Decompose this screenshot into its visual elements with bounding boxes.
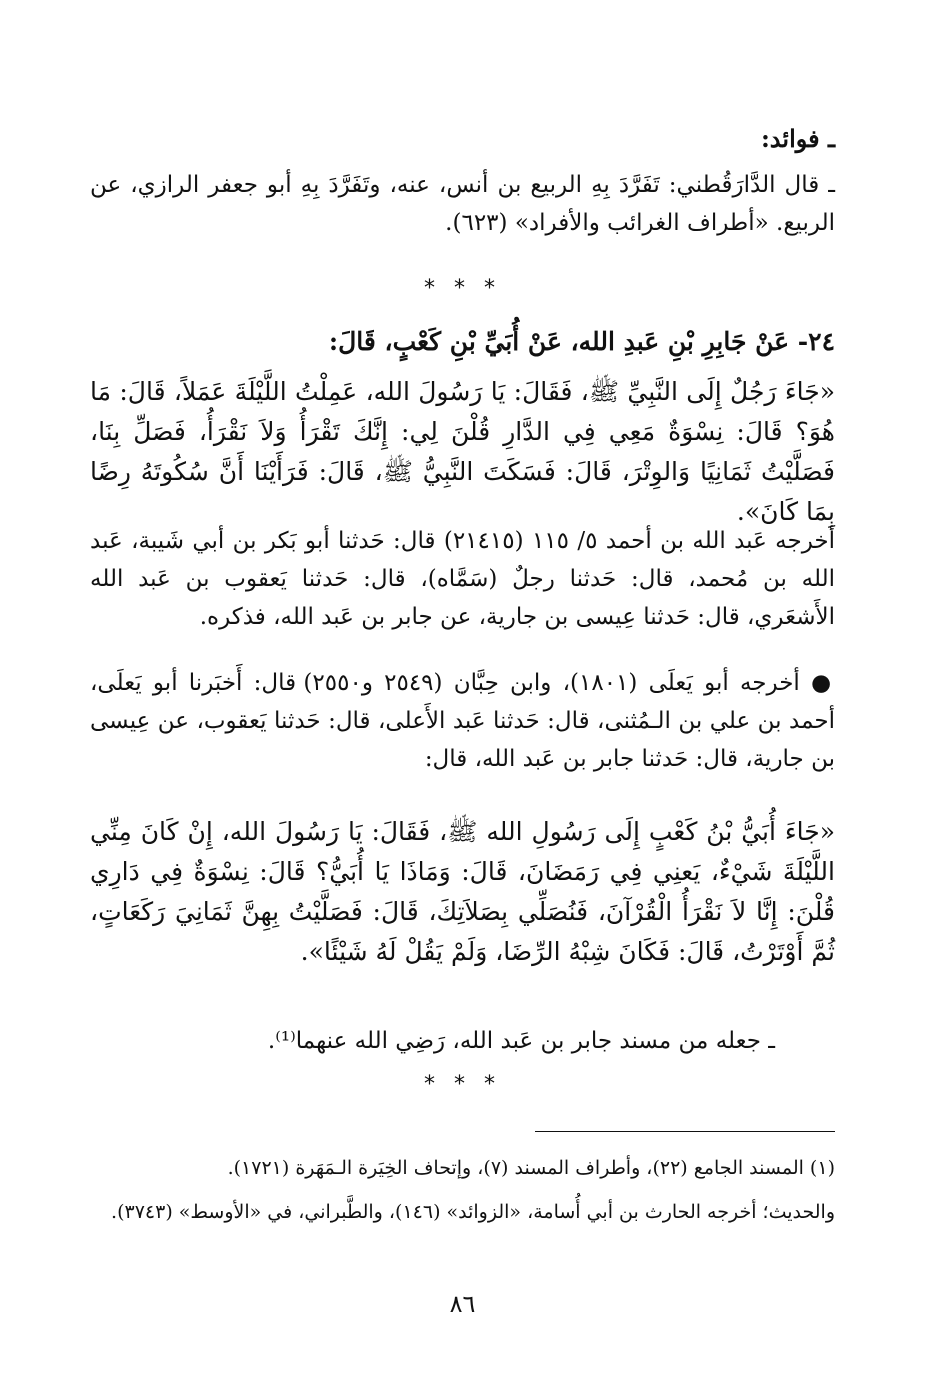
footnote-1-line-1: (١) المسند الجامع (٢٢)، وأطراف المسند (٧)، وإتحاف الخِيَرة الـمَهَرة (١٧٢١). xyxy=(227,1157,835,1179)
fawaid-paragraph: ـ قال الدَّارَقُطني: تَفَرَّدَ بِهِ الربيع بن أنس، عنه، وتَفَرَّدَ بِهِ أبو جعفر الرازي، عن الربيع. «أطراف الغرائب والأفراد» (٦٢٣). xyxy=(90,172,835,236)
hadith-text-2: «جَاءَ أُبَيُّ بْنُ كَعْبٍ إِلَى رَسُولِ الله ﷺ، فَقَالَ: يَا رَسُولَ الله، إِنْ كَانَ مِنِّي اللَّيْلَةَ شَيْءٌ، يَعنِي فِي رَمَضَانَ، قَالَ: وَمَاذَا يَا أُبَيُّ؟ قَالَ: نِسْوَةٌ فِي دَارِي قُلْنَ: إِنَّا لاَ نَقْرَأُ الْقُرْآنَ، فَنُصَلِّي بِصَلاَتِكَ، قَالَ: فَصَلَّيْتُ بِهِنَّ ثَمَانِيَ رَكَعَاتٍ، ثُمَّ أَوْتَرْتُ، قَالَ: فَكَانَ شِبْهُ الرِّضَا، وَلَمْ يَقُلْ لَهُ شَيْئًا». xyxy=(90,817,835,966)
footnote-rule xyxy=(535,1131,835,1132)
section-separator-2: * * * xyxy=(424,1072,501,1097)
hadith-number-header: ٢٤- عَنْ جَابِرِ بْنِ عَبدِ الله، عَنْ أُبَيِّ بْنِ كَعْبٍ، قَالَ: xyxy=(328,327,835,356)
takhrij-paragraph-1: أخرجه عَبد الله بن أحمد ٥/ ١١٥ (٢١٤١٥) قال: حَدثنا أبو بَكر بن أبي شَيبة، عَبد الله بن مُحمد، قال: حَدثنا رجلٌ (سَمَّاه)، قال: حَدثنا يَعقوب بن عَبد الله الأَشعَري، قال: حَدثنا عِيسى بن جارية، عن جابر بن عَبد الله، فذكره. xyxy=(90,528,836,630)
takhrij-paragraph-2: ● أخرجه أبو يَعلَى (١٨٠١)، وابن حِبَّان (٢٥٤٩ و٢٥٥٠) قال: أَخبَرنا أبو يَعلَى، أحمد بن علي بن الـمُثنى، قال: حَدثنا عَبد الأَعلى، قال: حَدثنا يَعقوب، عن عِيسى بن جارية، قال: حَدثنا جابر بن عَبد الله، قال: xyxy=(90,670,835,772)
section-separator: * * * xyxy=(424,276,501,301)
hadith-text: «جَاءَ رَجُلٌ إِلَى النَّبِيِّ ﷺ، فَقَالَ: يَا رَسُولَ الله، عَمِلْتُ اللَّيْلَةَ عَمَلاً، قَالَ: مَا هُوَ؟ قَالَ: نِسْوَةٌ مَعِي فِي الدَّارِ قُلْنَ لِي: إِنَّكَ تَقْرَأُ وَلاَ نَقْرَأُ، فَصَلِّ بِنَا، فَصَلَّيْتُ ثَمَانِيًا وَالوِتْرَ، قَالَ: فَسَكَتَ النَّبِيُّ ﷺ، قَالَ: فَرَأَيْنَا أَنَّ سُكُوتَهُ رِضًا بِمَا كَانَ». xyxy=(90,377,835,526)
footnote-1-line-2: والحديث؛ أخرجه الحارث بن أبي أُسامة، «الزوائد» (١٤٦)، والطَّبراني، في «الأوسط» (٣٧٤٣). xyxy=(111,1201,835,1223)
musnad-note: ـ جعله من مسند جابر بن عَبد الله، رَضِي الله عنهما⁽¹⁾. xyxy=(267,1028,775,1054)
page-number: ٨٦ xyxy=(449,1290,476,1318)
fawaid-heading: ـ فوائد: xyxy=(760,124,835,153)
